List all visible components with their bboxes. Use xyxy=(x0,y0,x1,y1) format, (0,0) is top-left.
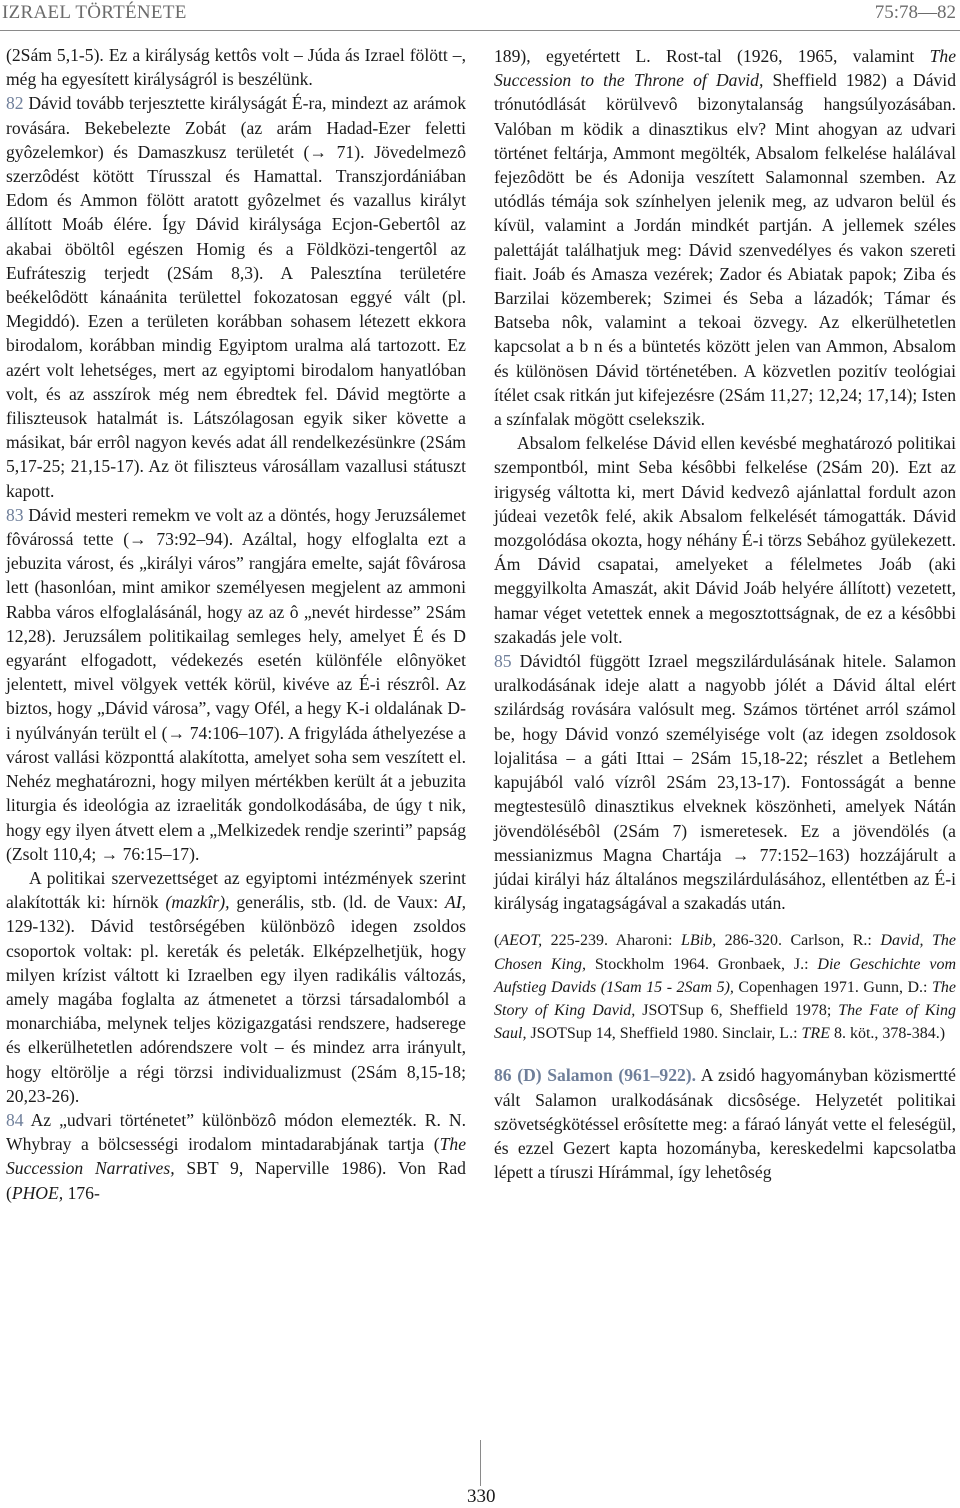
header-section-title: IZRAEL TÖRTÉNETE xyxy=(2,2,187,23)
text-run: 8. köt., 378-384.) xyxy=(829,1025,946,1043)
bibliography xyxy=(494,929,956,1045)
section-number: 84 xyxy=(6,1109,24,1130)
text-run: JSOTSup 14, Sheffield 1980. Sinclair, L.: xyxy=(526,1025,802,1043)
section-number: 85 xyxy=(494,651,512,672)
italic-citation: The Succession to the Throne of David, xyxy=(494,46,956,91)
text-run: 286-320. Carlson, R.: xyxy=(716,932,881,950)
italic-citation: AEOT, xyxy=(499,932,543,950)
section-heading: 86 (D) Salamon (961–922). xyxy=(494,1065,697,1086)
right-column xyxy=(494,44,956,1184)
text-run: SBT 9, Naperville 1986). Von Rad ( xyxy=(6,1158,466,1203)
italic-citation: The Story of King David, xyxy=(494,978,957,1019)
italic-citation: The Fate of King Saul, xyxy=(494,1001,957,1043)
paragraph-83 xyxy=(6,503,466,866)
paragraph-text: Dávid mesteri remekm ve volt az a döntés, hogy Jeruzsálemet fôvárossá tette (→ 73:92–94). Azáltal, hogy elfoglalta ezt a jebuzita várost, és „királyi város” rangjára emelte, saját fôvárosa lett (hasonlóan, mint amikor személyesen megjelent az ammoni Rabba város elfoglalásánál, hogy az az ô „nevét hirdesse” 2Sám 12,28). Jeruzsálem politikailag semleges hely, amelyet É és D egyaránt elfogadott, védekezés esetén különféle elônyöket jelentett, mivel völgyek vették körül, kivéve az É-i részrôl. Az biztos, hogy „Dávid városa”, vagy Ofél, a hegy K-i oldalának D-i nyúlványán terült el (→ 74:106–107). A frigyláda áthelyezése a várost vallási központtá alakította, amelyet soha sem veszített el. Nehéz meghatározni, hogy milyen mértékben került át a jebuzita liturgia és ideológia az izraeliták gondolkodásába, de úgy t nik, hogy egy ilyen átvett elem a „Melkizedek rendje szerinti” papság (Zsolt 110,4; → 76:15–17). xyxy=(6,504,466,864)
paragraph xyxy=(6,866,466,1108)
text-run: A politikai szervezettséget az egyiptomi intézmények szerint alakították ki: hírnök xyxy=(6,867,466,913)
text-run: 225-239. Aharoni: xyxy=(542,932,681,950)
paragraph: (2Sám 5,1-5). Ez a királyság kettôs volt – Júda ás Izrael fölött –, még ha egyesített királyságról is beszélünk. xyxy=(6,45,466,90)
text-run: Az „udvari történetet” különbözô módon elemezték. R. N. Whybray a bölcsességi irodalom mintadarabjának tartja ( xyxy=(6,1109,466,1155)
section-number: 82 xyxy=(6,93,24,114)
paragraph-text: A zsidó hagyományban közismertté vált Salamon uralkodásának dicsôsége. Helyzetét politikai szövetségkötéssel erôsítette meg: a fáraó lányát vette el feleségül, és ezzel Gezert kapta hozományba, kereskedelmi kapcsolatba lépett a tíruszi Hírámmal, így lehetôség xyxy=(494,1065,956,1183)
italic-citation: TRE xyxy=(801,1025,830,1043)
italic-citation: AI, xyxy=(444,892,466,913)
text-run: generális, stb. (ld. de Vaux: xyxy=(229,892,445,913)
paragraph-text: Dávidtól függött Izrael megszilárdulásának hitele. Salamon uralkodásának ideje alatt a nagyobb jólét a Dávid által elért szilárdság rovására valósult meg. Számos történet arról számol be, hogy Dávid vonzó személyisége volt (az idegen zsoldosok lojalitása – a gáti Ittai – 2Sám 15,18-22; részlet a Betlehem kapujából való vízrôl 2Sám 23,13-17). Fontosságát a benne megtestesülô dinasztikus elveknek köszönheti, amelyek Nátán jövendölésébôl (2Sám 7) ismeretesek. Ez a jövendölés (a messianizmus Magna Chartája → 77:152–163) hozzájárult a júdai királyi ház általános megszilárdulásához, ellentétben az É-i királyság ingatagságával a szakadás után. xyxy=(494,651,956,914)
header-section-range: 75:78—82 xyxy=(874,2,956,23)
running-header xyxy=(0,0,960,31)
italic-citation: The Succession Narratives, xyxy=(6,1134,466,1179)
italic-citation: LBib, xyxy=(681,932,717,950)
paragraph xyxy=(494,44,956,431)
paragraph-82 xyxy=(6,91,466,502)
italic-term: (mazkîr), xyxy=(165,892,230,913)
text-run: 189), egyetértett L. Rost-tal (1926, 1965, valamint xyxy=(494,46,930,66)
text-run: 176- xyxy=(63,1182,100,1203)
paragraph-text: Dávid tovább terjesztette királyságát É-ra, mindezt az arámok rovására. Bekebelezte Zobát (az arám Hadad-Ezer feletti gyôzelemkor) és Damaszkusz területét (→ 71). Jövedelmezô szerzôdést kötött Tírusszal és Hamattal. Transzjordániában Edom és Ammon fölött aratott gyôzelmet és vazallus királyt állított Moáb élére. Így Dávid királysága Ecjon-Gebertôl az akabai öböltôl egészen Homig és a Földközi-tengertôl az Eufráteszig terjedt (2Sám 8,3). A Palesztína területére beékelôdött kánaánita területtel fokozatosan eggyé vált (pl. Megiddó). Ezen a területen korábban sohasem létezett ekkora birodalom, korábban mindig Egyiptom uralma alá tartozott. Ez azért volt lehetséges, mert az egyiptomi birodalom hanyatlóban volt, és az asszírok még nem ébredtek fel. Dávid megtörte a filiszteusok hatalmát is. Látszólagosan egyik siker követte a másikat, bár errôl nagyon kevés adat áll rendelkezésünkre (2Sám 5,17-25; 21,15-17). Az öt filiszteus városállam vazallusi státuszt kapott. xyxy=(6,93,466,501)
italic-citation: PHOE, xyxy=(11,1182,64,1203)
text-run: 129-132). Dávid testôrségében különbözô idegen zsoldos csoportok voltak: pl. kereták és peleták. Elképzelhetjük, hogy milyen krízist váltott ki Izraelben egy ilyen radikális változás, amely magába foglalta az átmenetet a törzsi társadalomból a monarchiába, melynek teljes közigazgatási rendszere, hadserege és elkerülhetetlen adórendszere volt – és mindez arra irányult, hogy eltörölje a régi törzsi individualizmust (2Sám 8,15-18; 20,23-26). xyxy=(6,916,466,1106)
paragraph-84 xyxy=(6,1108,466,1205)
section-number: 83 xyxy=(6,504,24,525)
paragraph-85 xyxy=(494,649,956,915)
text-run: ( xyxy=(494,932,500,950)
text-run: JSOTSup 6, Sheffield 1978; xyxy=(635,1001,839,1019)
paragraph: Absalom felkelése Dávid ellen kevésbé meghatározó politikai szempontból, mint Seba késôbbi felkelése (2Sám 20). Ezt az irigység váltotta ki, mert Dávid kedvezô ajánlattal fordult azon júdeai vezetôk felé, akik Absalom felkelését támogatták. Dávid mozgolódása okozta, hogy néhány É-i törzs Sebához gyülekezett. Ám Dávid csapatai, amelyeket a félelmetes Joáb (aki meggyilkolta Amaszát, akit Dávid Joáb helyére állított) vezetett, hamar véget vetettek ennek a megosztottságnak, de ez a késôbbi szakadás jele volt. xyxy=(494,433,956,647)
text-run: Sheffield 1982) a Dávid trónutódlását körülvevô bizonytalanság hangsúlyozásában. Valóban m ködik a dinasztikus elv? Mint ahogyan az udvari történet feltárja, Ammont megölték, Absalom felkelése halálával fejezôdött be és Adonija veszített Salamonnal szemben. Az utódlás témája sok színhelyen jelenik meg, az udvaron belül és kívül, valamint a Jordán mindkét partján. A jellemek széles palettáját találhatjuk meg: Dávid szenvedélyes és vakon szereti fiait. Joáb és Amasza vezérek; Zador és Abiatak papok; Ziba és Barzilai közemberek; Szimei és Seba a lázadók; Támar és Batseba nôk, valamint a tekoai özvegy. Az elkerülhetetlen kapcsolat a b n és a büntetés között jelen van Ammon, Absalom és különösen Dávid történetében. A közvetlen pozitív teológiai ítélet csak ritkán jut kifejezésre (2Sám 11,27; 12,24; 17,14); Isten a színfalak mögött cselekszik. xyxy=(494,70,956,430)
italic-citation: Die Geschichte vom Aufstieg Davids (1Sam 15 - 2Sam 5), xyxy=(494,955,956,996)
italic-citation: David, The Chosen King, xyxy=(494,932,957,973)
paragraph-86 xyxy=(494,1063,956,1184)
left-column xyxy=(6,43,466,1205)
text-run: Stockholm 1964. Gronbaek, J.: xyxy=(585,955,818,973)
text-run: Copenhagen 1971. Gunn, D.: xyxy=(733,978,933,996)
page-number: 330 xyxy=(464,1486,499,1508)
